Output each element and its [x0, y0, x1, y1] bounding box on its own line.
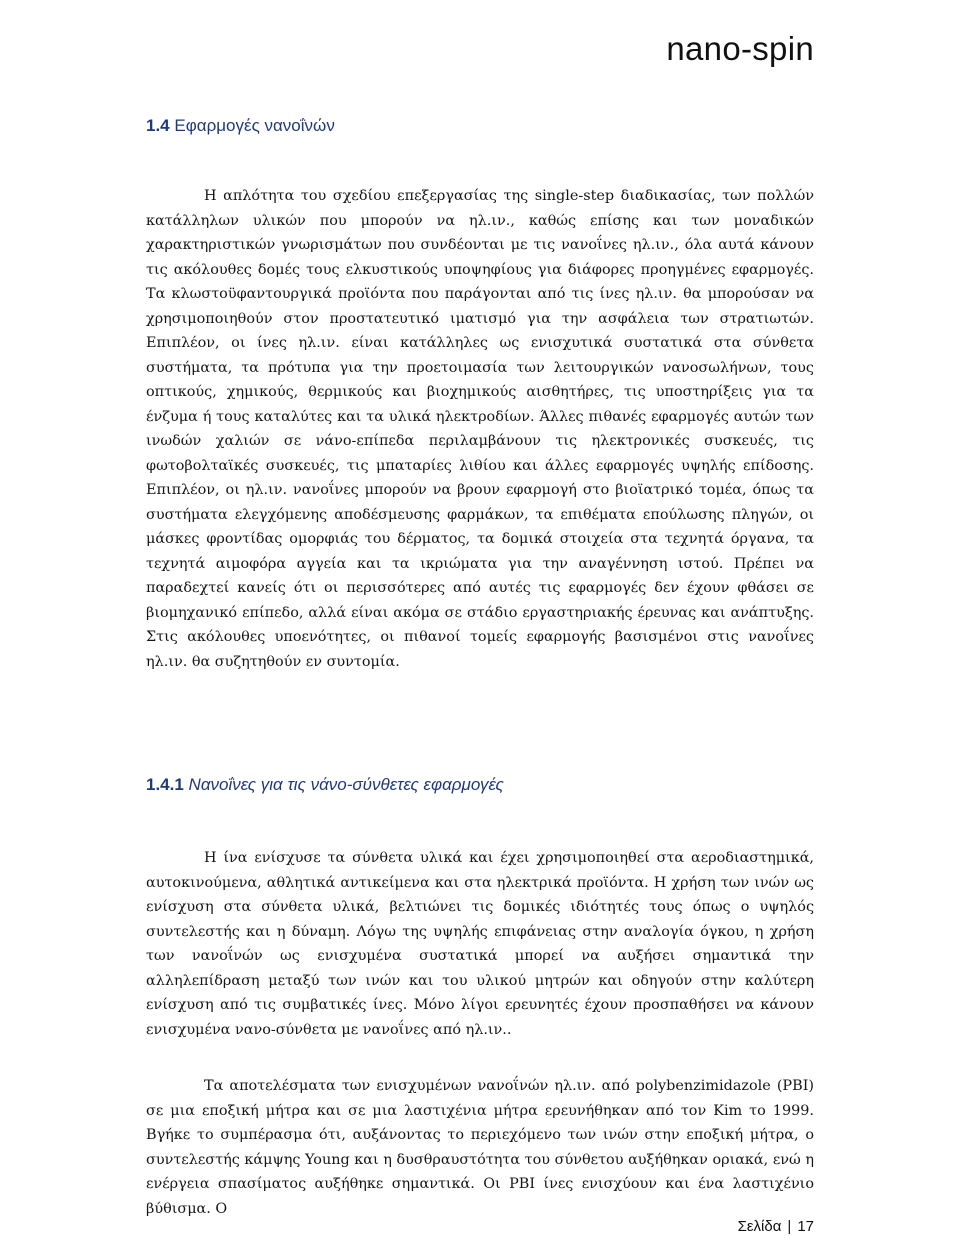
subsection-number: 1.4.1: [146, 775, 184, 794]
section-number: 1.4: [146, 116, 170, 135]
subsection-heading: [146, 775, 504, 795]
paragraph-pbi-results: Τα αποτελέσματα των ενισχυμένων νανοΐνών ηλ.ιν. από polybenzimidazole (PBI) σε μια εποξική μήτρα και σε μια λαστιχένια μήτρα ερευνήθηκαν από τον Kim το 1999. Βγήκε το συμπέρασμα ότι, αυξάνοντας το περιεχόμενο των ινών στην εποξική μήτρα, ο συντελεστής κάμψης Young και η δυσθραυστότητα του σύνθετου αυξήθηκαν οριακά, ενώ η ενέργεια σπασίματος αυξήθηκε σημαντικά. Οι PBI ίνες ενισχύουν και ένα λαστιχένιο βύθισμα. Ο: [146, 1078, 814, 1217]
document-header-title: nano-spin: [666, 30, 814, 67]
section-title: Εφαρμογές νανοΐνών: [174, 116, 335, 135]
footer-separator: |: [787, 1218, 792, 1235]
page-label: Σελίδα: [737, 1218, 782, 1235]
section-heading: [146, 116, 335, 136]
page-footer: [738, 1218, 814, 1235]
subsection-title: Νανοΐνες για τις νάνο-σύνθετες εφαρμογές: [188, 775, 504, 794]
paragraph-applications-intro: Η απλότητα του σχεδίου επεξεργασίας της single-step διαδικασίας, των πολλών κατάλληλων υλικών που μπορούν να ηλ.ιν., καθώς επίσης και των μοναδικών χαρακτηριστικών γνωρισμάτων που συνδέονται με τις νανοΐνες ηλ.ιν., όλα αυτά κάνουν τις ακόλουθες δομές τους ελκυστικούς υποψηφίους για διάφορες προηγμένες εφαρμογές. Τα κλωστοϋφαντουργικά προϊόντα που παράγονται από τις ίνες ηλ.ιν. θα μπορούσαν να χρησιμοποιηθούν στον προστατευτικό ιματισμό για την ασφάλεια των στρατιωτών. Επιπλέον, οι ίνες ηλ.ιν. είναι κατάλληλες ως ενισχυτικά συστατικά στα σύνθετα συστήματα, τα πρότυπα για την προετοιμασία των λειτουργικών νανοσωλήνων, τους οπτικούς, χημικούς, θερμικούς και βιοχημικούς αισθητήρες, τις υποστηρίξεις για τα ένζυμα ή τους καταλύτες και τα υλικά ηλεκτροδίων. Άλλες πιθανές εφαρμογές αυτών των ινωδών χαλιών σε νάνο-επίπεδα περιλαμβάνουν τις ηλεκτρονικές συσκευές, τις φωτοβολταϊκές συσκευές, τις μπαταρίες λιθίου και άλλες εφαρμογές υψηλής επίδοσης. Επιπλέον, οι ηλ.ιν. νανοΐνες μπορούν να βρουν εφαρμογή στο βιοϊατρικό τομέα, όπως τα συστήματα ελεγχόμενης αποδέσμευσης φαρμάκων, τα επιθέματα επούλωσης πληγών, οι μάσκες φροντίδας ομορφιάς του δέρματος, τα δομικά στοιχεία στα τεχνητά όργανα, τα τεχνητά αιμοφόρα αγγεία και τα ικριώματα για την αναγέννηση ιστού. Πρέπει να παραδεχτεί κανείς ότι οι περισσότερες από αυτές τις εφαρμογές δεν έχουν φθάσει σε βιομηχανικό επίπεδο, αλλά είναι ακόμα σε στάδιο εργαστηριακής έρευνας και ανάπτυξης. Στις ακόλουθες υποενότητες, οι πιθανοί τομείς εφαρμογής βασισμένοι στις νανοΐνες ηλ.ιν. θα συζητηθούν εν συντομία.: [146, 188, 814, 670]
paragraph-fiber-composites: Η ίνα ενίσχυσε τα σύνθετα υλικά και έχει χρησιμοποιηθεί στα αεροδιαστημικά, αυτοκινούμενα, αθλητικά αντικείμενα και στα ηλεκτρικά προϊόντα. Η χρήση των ινών ως ενίσχυση στα σύνθετα υλικά, βελτιώνει τις δομικές ιδιότητές τους όπως ο υψηλός συντελεστής και η δύναμη. Λόγω της υψηλής επιφάνειας στην αναλογία όγκου, η χρήση των νανοΐνών ως ενισχυμένα συστατικά μπορεί να αυξήσει σημαντικά την αλληλεπίδραση μεταξύ των ινών και του υλικού μητρών και οδηγούν στην καλύτερη ενίσχυση από τις συμβατικές ίνες. Μόνο λίγοι ερευνητές έχουν προσπαθήσει να κάνουν ενισχυμένα νανο-σύνθετα με νανοΐνες από ηλ.ιν..: [146, 850, 814, 1038]
page-number: 17: [797, 1218, 814, 1235]
